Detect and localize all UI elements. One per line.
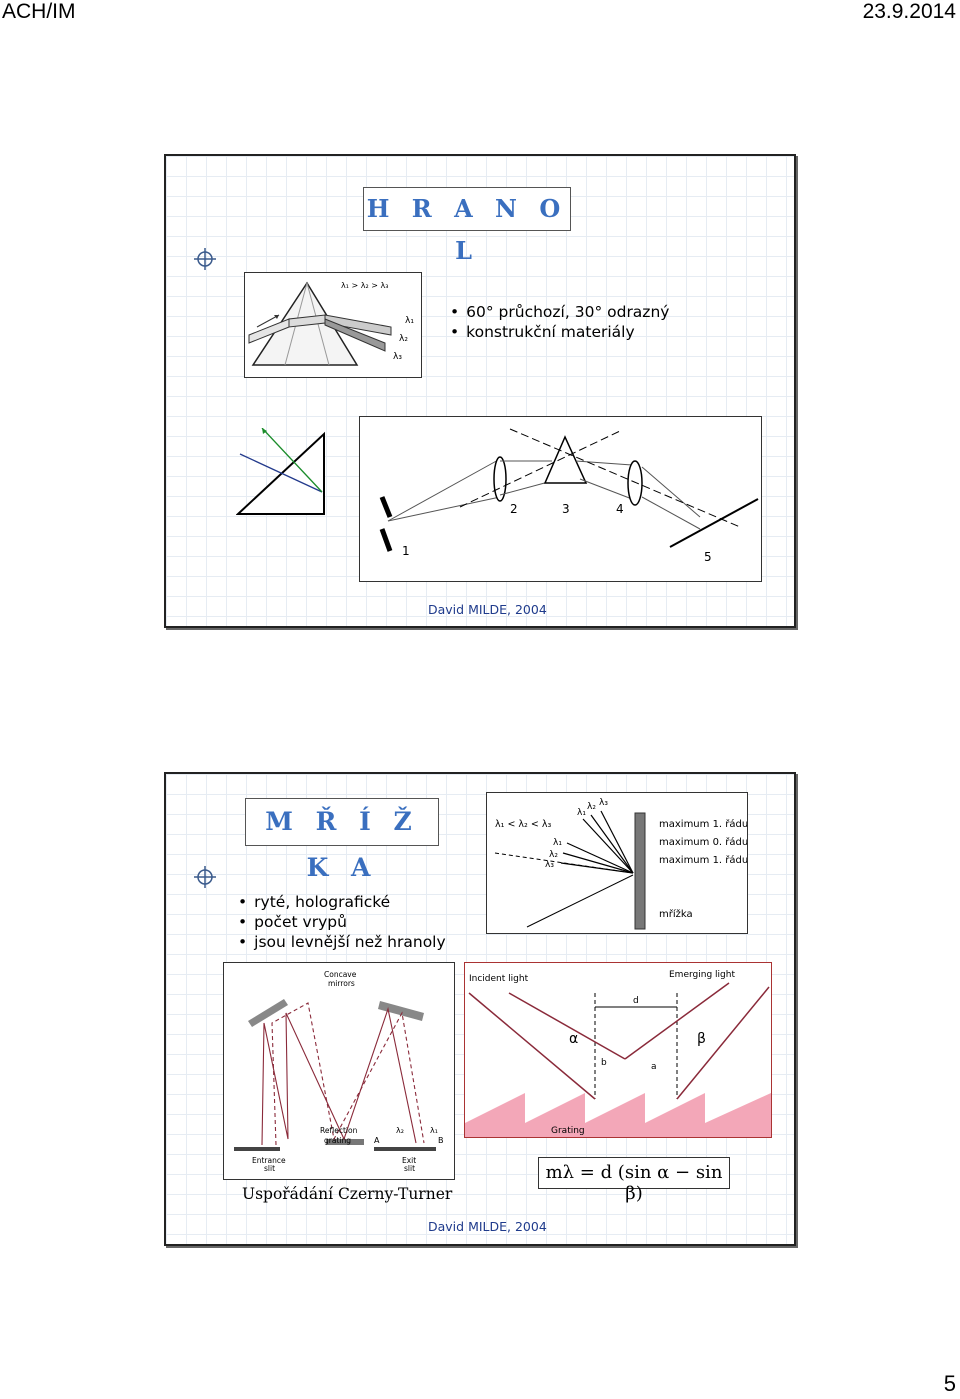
crosshair-icon xyxy=(194,866,216,888)
point-a-label: A xyxy=(374,1136,380,1145)
max-zero-order-label: maximum 0. řádu xyxy=(659,837,747,848)
entrance-label: Entrance xyxy=(252,1156,286,1165)
bullet-item: • 60° průchozí, 30° odrazný xyxy=(450,302,669,322)
lambda1-top: λ₁ xyxy=(577,808,586,818)
exit-slit-label: slit xyxy=(404,1164,416,1173)
prism-spectrometer-figure xyxy=(359,416,762,582)
czerny-turner-caption: Uspořádání Czerny-Turner xyxy=(242,1185,453,1203)
segment-a-label: a xyxy=(651,1062,657,1072)
grating-bullets xyxy=(238,892,446,952)
alpha-label: α xyxy=(569,1031,579,1047)
author-credit: David MILDE, 2004 xyxy=(428,602,547,617)
point-b-label: B xyxy=(438,1136,444,1145)
label-5: 5 xyxy=(704,550,712,564)
max-first-order-label-2: maximum 1. řádu xyxy=(659,855,747,866)
lambda3-label: λ₃ xyxy=(393,352,402,362)
bullet-item: • jsou levnější než hranoly xyxy=(238,932,446,952)
prism-dispersion-figure xyxy=(244,272,422,378)
grating-label: mřížka xyxy=(659,909,693,920)
entrance-slit-label: slit xyxy=(264,1164,276,1173)
concave-label: Concave xyxy=(324,970,357,979)
label-2: 2 xyxy=(510,502,518,516)
bullet-item: • ryté, holografické xyxy=(238,892,446,912)
lambda2-label: λ₂ xyxy=(396,1126,404,1135)
bullet-item: • konstrukční materiály xyxy=(450,322,669,342)
incident-light-label: Incident light xyxy=(469,974,529,984)
wavelength-order-label: λ₁ > λ₂ > λ₃ xyxy=(341,281,389,290)
max-first-order-label: maximum 1. řádu xyxy=(659,819,747,830)
crosshair-icon xyxy=(194,248,216,270)
mirrors-label: mirrors xyxy=(328,979,355,988)
lambda2-label: λ₂ xyxy=(399,334,408,344)
reflection-label: Reflection xyxy=(320,1126,358,1135)
slide-prism xyxy=(164,154,796,628)
lambda1-label: λ₁ xyxy=(405,316,414,326)
lambda3-side: λ₃ xyxy=(545,860,554,870)
lambda3-top: λ₃ xyxy=(599,798,608,808)
header-date: 23.9.2014 xyxy=(862,0,956,23)
grating-equation: mλ = d (sin α − sin β) xyxy=(538,1157,730,1189)
slide-title: H R A N O L xyxy=(363,187,571,231)
label-3: 3 xyxy=(562,502,570,516)
czerny-turner-figure xyxy=(223,962,455,1180)
grating-diffraction-figure xyxy=(486,792,748,934)
reflecting-prism-figure xyxy=(236,428,328,516)
label-1: 1 xyxy=(402,544,410,558)
beta-label: β xyxy=(697,1031,706,1047)
prism-bullets xyxy=(450,302,669,342)
exit-label: Exit xyxy=(402,1156,417,1165)
grating-label: Grating xyxy=(551,1126,585,1136)
header-course: ACH/IM xyxy=(2,0,76,23)
emerging-light-label: Emerging light xyxy=(669,970,735,980)
blazed-grating-figure xyxy=(464,962,772,1138)
segment-b-label: b xyxy=(601,1058,607,1068)
spacing-d-label: d xyxy=(633,996,639,1006)
lambda2-side: λ₂ xyxy=(549,850,558,860)
slide-grating xyxy=(164,772,796,1246)
label-4: 4 xyxy=(616,502,624,516)
grating-label: grating xyxy=(324,1136,351,1145)
author-credit: David MILDE, 2004 xyxy=(428,1219,547,1234)
lambda1-label: λ₁ xyxy=(430,1126,438,1135)
lambda1-side: λ₁ xyxy=(553,838,562,848)
bullet-item: • počet vrypů xyxy=(238,912,446,932)
slide-title: M Ř Í Ž K A xyxy=(245,798,439,846)
lambda2-top: λ₂ xyxy=(587,802,596,812)
page-number: 5 xyxy=(943,1371,956,1396)
wavelength-order-label: λ₁ < λ₂ < λ₃ xyxy=(495,819,552,830)
